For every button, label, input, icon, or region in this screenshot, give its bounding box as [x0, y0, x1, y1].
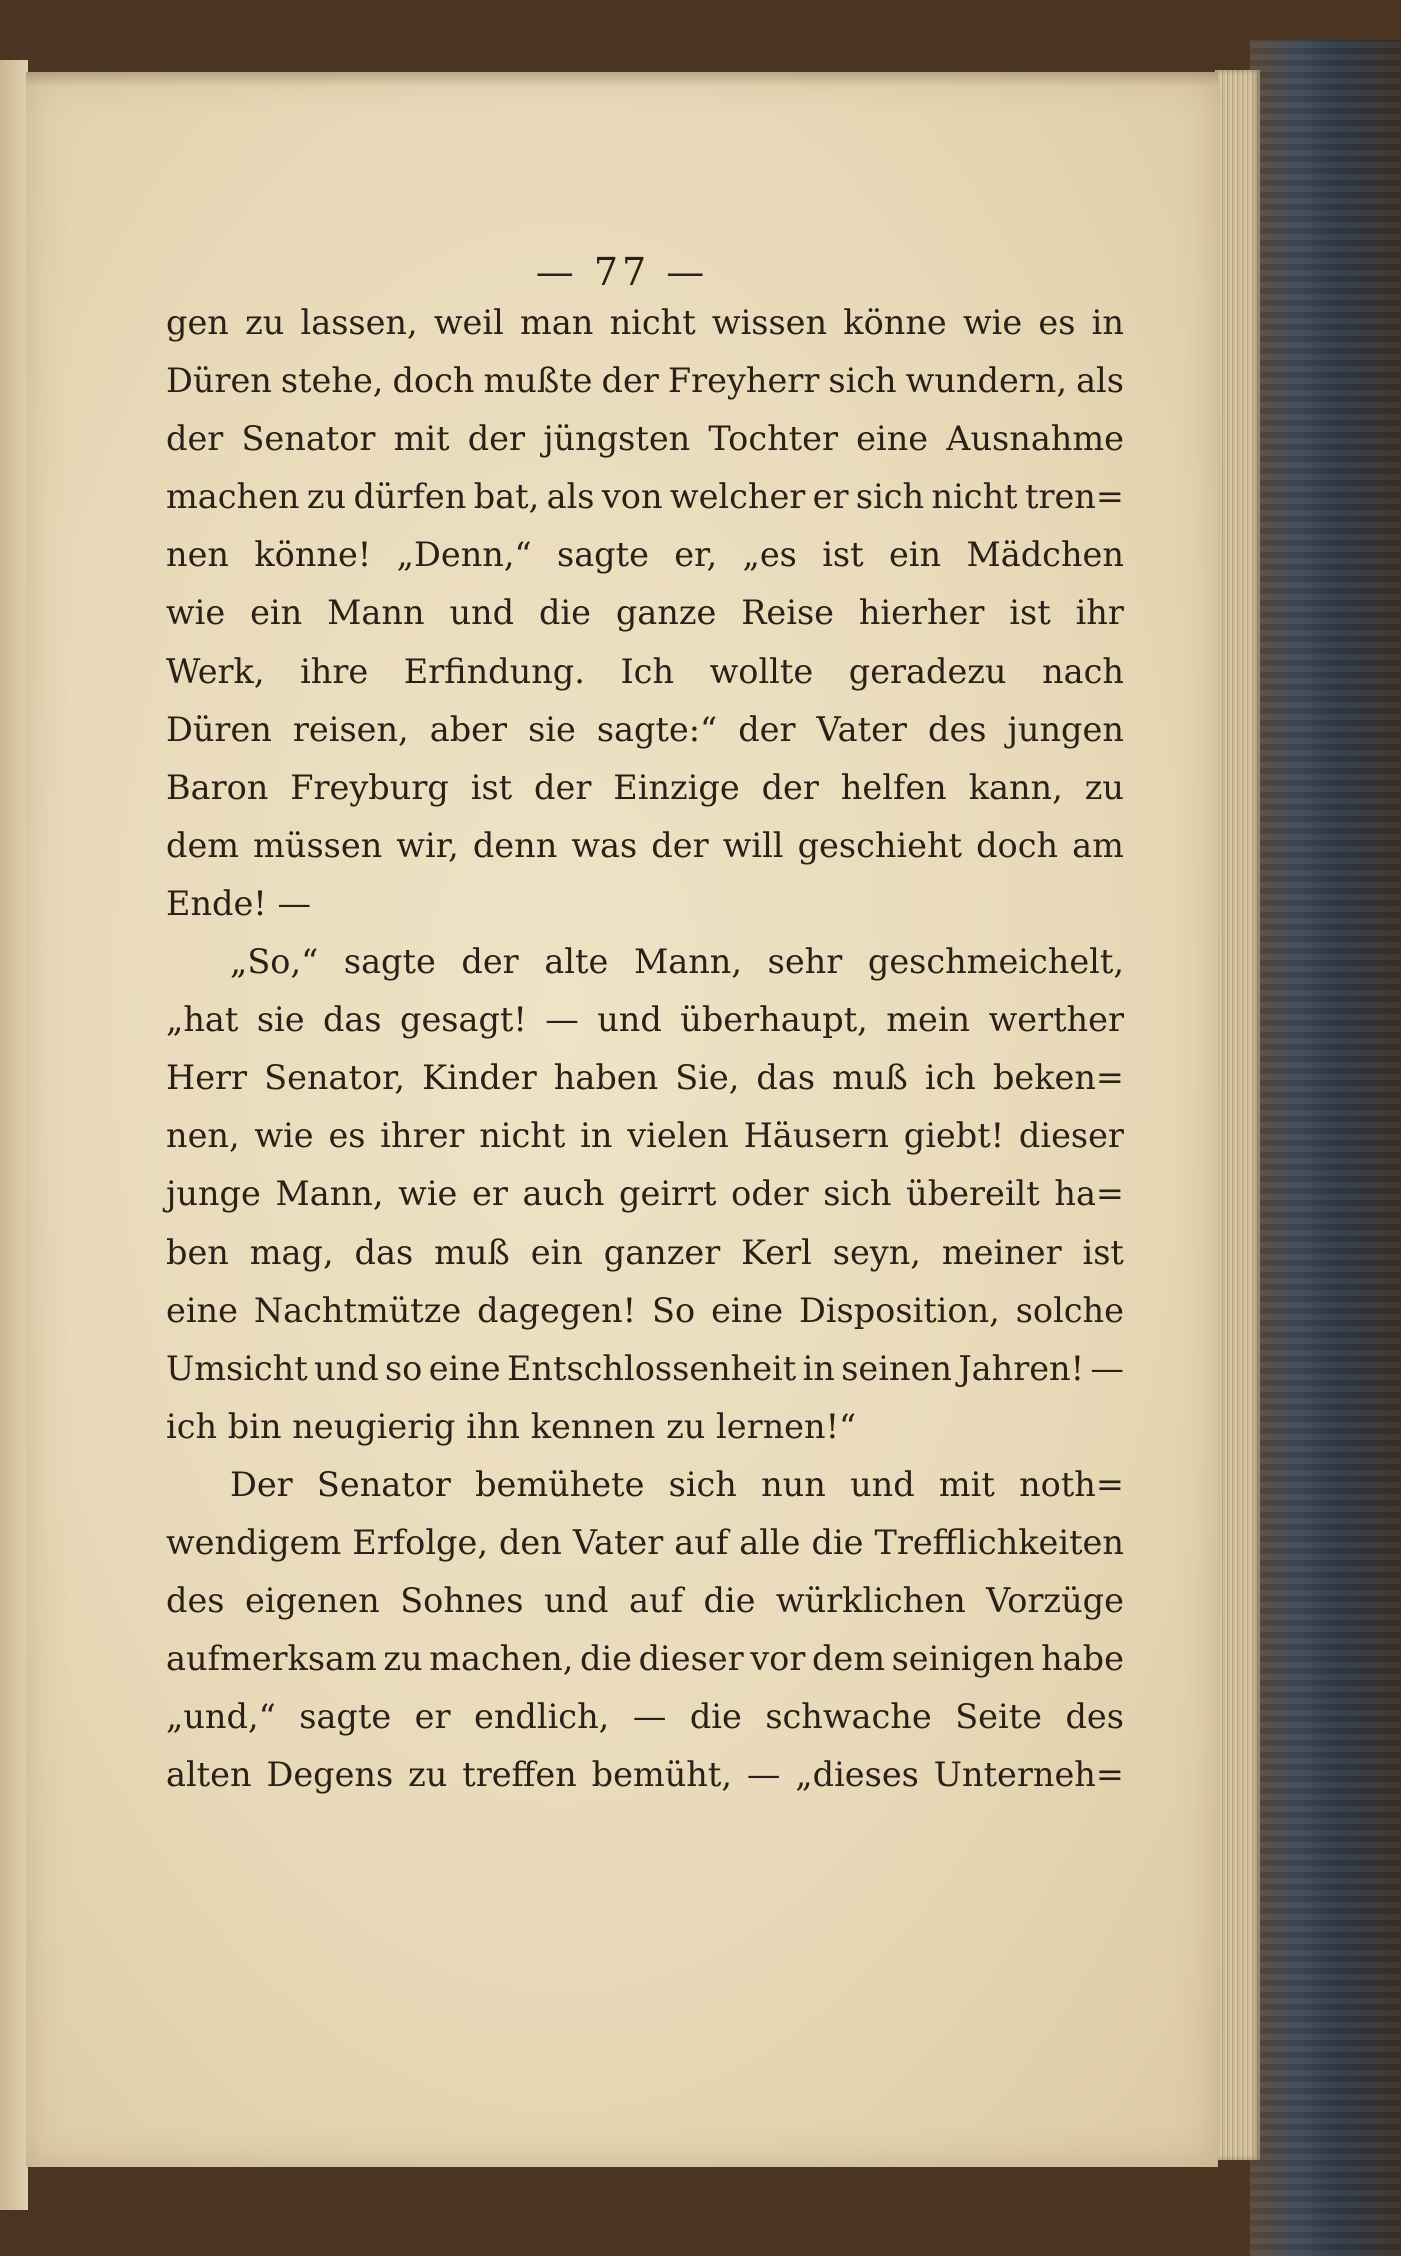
text-line: alten Degens zu treffen bemüht, — „dieses Unterneh=	[166, 1755, 1124, 1795]
text-line: nen könne! „Denn,“ sagte er, „es ist ein Mädchen	[166, 535, 1124, 575]
text-line: Baron Freyburg ist der Einzige der helfen kann, zu	[166, 767, 1124, 807]
text-line: des eigenen Sohnes und auf die würklichen Vorzüge	[166, 1581, 1124, 1621]
text-line: „und,“ sagte er endlich, — die schwache Seite des	[166, 1697, 1124, 1737]
text-line: Umsicht und so eine Entschlossenheit in seinen Jahren! —	[166, 1348, 1124, 1388]
text-line: Ende! —	[166, 883, 311, 923]
text-line: nen, wie es ihrer nicht in vielen Häusern giebt! dieser	[166, 1116, 1124, 1156]
text-line: Düren reisen, aber sie sagte:“ der Vater des jungen	[166, 709, 1124, 749]
text-line: wie ein Mann und die ganze Reise hierher ist ihr	[166, 593, 1124, 633]
text-line: ben mag, das muß ein ganzer Kerl seyn, meiner ist	[166, 1232, 1124, 1272]
text-line: ich bin neugierig ihn kennen zu lernen!“	[166, 1406, 857, 1446]
body-text	[166, 294, 1124, 1804]
text-line: aufmerksam zu machen, die dieser vor dem seinigen habe	[166, 1639, 1124, 1679]
text-line: „hat sie das gesagt! — und überhaupt, mein werther	[166, 1000, 1124, 1040]
text-line: eine Nachtmütze dagegen! So eine Disposition, solche	[166, 1290, 1124, 1330]
text-line: machen zu dürfen bat, als von welcher er sich nicht tren=	[166, 477, 1124, 517]
page-number: — 77 —	[535, 250, 709, 294]
book-page	[26, 72, 1218, 2167]
text-line: Werk, ihre Erfindung. Ich wollte geradezu nach	[166, 651, 1124, 691]
text-line: „So,“ sagte der alte Mann, sehr geschmeichelt,	[230, 942, 1124, 982]
text-line: Düren stehe, doch mußte der Freyherr sich wundern, als	[166, 361, 1124, 401]
previous-page-edge	[0, 60, 28, 2210]
text-line: gen zu lassen, weil man nicht wissen könne wie es in	[166, 303, 1124, 342]
book-cover	[1250, 40, 1401, 2256]
text-line: wendigem Erfolge, den Vater auf alle die Trefflichkeiten	[166, 1522, 1124, 1562]
page-edges	[1215, 70, 1260, 2160]
text-line: der Senator mit der jüngsten Tochter eine Ausnahme	[166, 419, 1124, 459]
text-line: Der Senator bemühete sich nun und mit noth=	[230, 1464, 1124, 1504]
text-line: dem müssen wir, denn was der will geschieht doch am	[166, 825, 1124, 865]
text-line: Herr Senator, Kinder haben Sie, das muß ich beken=	[166, 1058, 1124, 1098]
text-line: junge Mann, wie er auch geirrt oder sich übereilt ha=	[166, 1174, 1124, 1214]
